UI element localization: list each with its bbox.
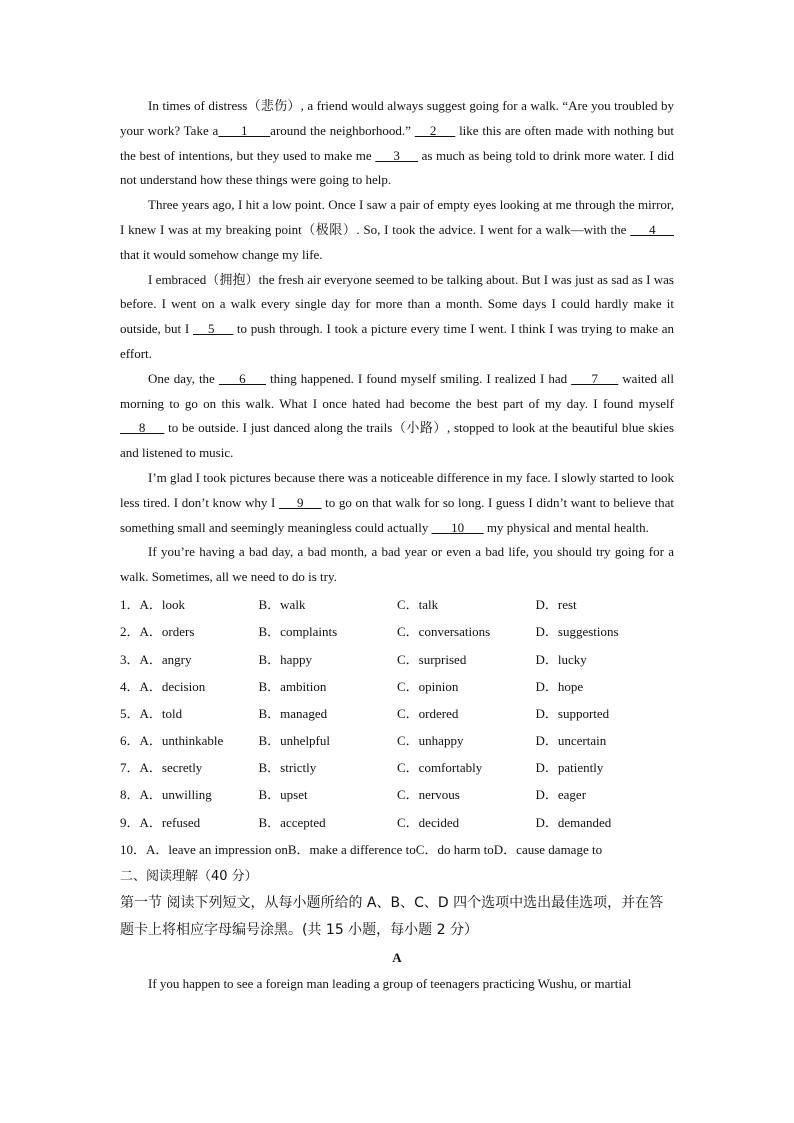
text-run: One day, the xyxy=(148,370,219,386)
text-run: that it would somehow change my life. xyxy=(120,246,323,262)
option-b: B．accepted xyxy=(258,814,326,830)
option-a: 2．A．orders xyxy=(120,624,195,640)
text-run: to go on that walk for so long. I guess I didn’t want to believe that something small and seemingly meaningless could actually xyxy=(120,494,674,535)
option-b: B．walk xyxy=(258,597,306,613)
option-b: B．managed xyxy=(258,705,328,721)
option-c: C．comfortably xyxy=(397,760,483,776)
option-a: 3．A．angry xyxy=(120,651,192,667)
text-run: Three years ago, I hit a low point. Once I saw a pair of empty eyes looking at me through the mirror, I knew I was at my breaking point（极限）. So, I took the advice. I went for a walk—with the xyxy=(120,197,674,237)
option-d: D．hope xyxy=(535,678,584,694)
option-c: C．conversations xyxy=(397,624,491,640)
option-d: D．rest xyxy=(535,597,577,613)
option-b: B．happy xyxy=(258,651,312,667)
text-run: around the neighborhood.” xyxy=(270,122,415,138)
option-d: D．lucky xyxy=(535,651,587,667)
option-c: C．ordered xyxy=(397,705,459,721)
text-run: as much as being told to drink more water. I did not understand how these things were going to help. xyxy=(120,147,674,188)
option-d: D．cause damage to xyxy=(493,841,603,857)
option-b: B．ambition xyxy=(258,678,327,694)
blank-8: 8 xyxy=(120,420,165,436)
option-c: C．surprised xyxy=(397,651,467,667)
option-a: 8．A．unwilling xyxy=(120,787,212,803)
option-c: C．unhappy xyxy=(397,733,464,749)
option-a: 4．A．decision xyxy=(120,678,206,694)
option-b: B．upset xyxy=(258,787,308,803)
document-page xyxy=(120,94,674,997)
option-row-4 xyxy=(120,674,674,701)
option-row-9 xyxy=(120,809,674,836)
option-row-7 xyxy=(120,755,674,782)
option-a: 6．A．unthinkable xyxy=(120,733,224,749)
option-row-1 xyxy=(120,592,674,619)
text-run: to push through. I took a picture every time I went. I think I was trying to make an effort. xyxy=(120,321,674,361)
blank-9: 9 xyxy=(278,494,322,510)
text-run: In times of distress（悲伤）, a friend would always suggest going for a walk. “Are you troubled by your work? Take a xyxy=(120,98,674,138)
reading-passage-first-line: If you happen to see a foreign man leading a group of teenagers practicing Wushu, or martial xyxy=(148,975,632,991)
blank-2: 2 xyxy=(414,122,456,138)
blank-3: 3 xyxy=(375,147,418,163)
option-b: B．make a difference to xyxy=(287,841,416,857)
section-instruction: 第一节 阅读下列短文，从每小题所给的 A、B、C、D 四个选项中选出最佳选项，并在答题卡上将相应字母编号涂黑。(共 15 小题，每小题 2 分） xyxy=(120,894,664,938)
option-row-8 xyxy=(120,782,674,809)
option-c: C．opinion xyxy=(397,678,459,694)
option-d: D．suggestions xyxy=(535,624,619,640)
option-b: B．strictly xyxy=(258,760,317,776)
text-run: thing happened. I found myself smiling. I realized I had xyxy=(265,370,572,386)
text-run: like this are often made with nothing but the best of intentions, but they used to make me xyxy=(120,122,674,163)
passage-paragraph-2 xyxy=(120,193,674,267)
blank-10: 10 xyxy=(431,519,484,535)
option-row-10 xyxy=(120,837,674,864)
text-run: to be outside. I just danced along the trails（小路）, stopped to look at the beautiful blue skies and listened to music. xyxy=(120,420,675,461)
option-a: 10．A．leave an impression on xyxy=(120,841,288,857)
option-row-5 xyxy=(120,701,674,728)
text-run: I’m glad I took pictures because there was a noticeable difference in my face. I slowly started to look less tired. I don’t know why I xyxy=(120,469,674,510)
text-run: I embraced（拥抱）the fresh air everyone seemed to be talking about. But I was just as sad as I was before. I went on a walk every single day for more than a month. Some days I could hardly make it outside, but I xyxy=(120,271,674,337)
blank-1: 1 xyxy=(218,122,271,138)
option-row-2 xyxy=(120,619,674,646)
part-label: A xyxy=(392,949,402,965)
text-run: waited all morning to go on this walk. What I once hated had become the best part of my day. I found myself xyxy=(120,370,674,411)
option-c: C．nervous xyxy=(397,787,460,803)
option-row-6 xyxy=(120,728,674,755)
section-heading: 二、阅读理解（40 分） xyxy=(120,868,258,884)
option-c: C．do harm to xyxy=(415,841,494,857)
answer-options xyxy=(120,592,674,864)
option-b: B．unhelpful xyxy=(258,733,330,749)
option-a: 5．A．told xyxy=(120,705,183,721)
option-d: D．supported xyxy=(535,705,610,721)
passage-paragraph-3 xyxy=(120,268,674,367)
blank-4: 4 xyxy=(630,221,675,237)
passage-paragraph-5 xyxy=(120,466,674,540)
text-run: my physical and mental health. xyxy=(483,519,649,535)
option-d: D．demanded xyxy=(535,814,612,830)
blank-7: 7 xyxy=(571,370,619,386)
passage-paragraph-1 xyxy=(120,94,674,193)
option-c: C．decided xyxy=(397,814,460,830)
blank-5: 5 xyxy=(192,321,234,337)
passage-paragraph-6: If you’re having a bad day, a bad month, a bad year or even a bad life, you should try going for a walk. Sometimes, all we need to do is try. xyxy=(120,544,674,585)
option-d: D．eager xyxy=(535,787,587,803)
option-b: B．complaints xyxy=(258,624,338,640)
option-a: 9．A．refused xyxy=(120,814,201,830)
option-d: D．uncertain xyxy=(535,733,607,749)
passage-paragraph-4 xyxy=(120,367,674,466)
option-d: D．patiently xyxy=(535,760,604,776)
blank-6: 6 xyxy=(218,370,266,386)
option-a: 1．A．look xyxy=(120,597,186,613)
option-a: 7．A．secretly xyxy=(120,760,203,776)
option-c: C．talk xyxy=(397,597,439,613)
option-row-3 xyxy=(120,646,674,673)
